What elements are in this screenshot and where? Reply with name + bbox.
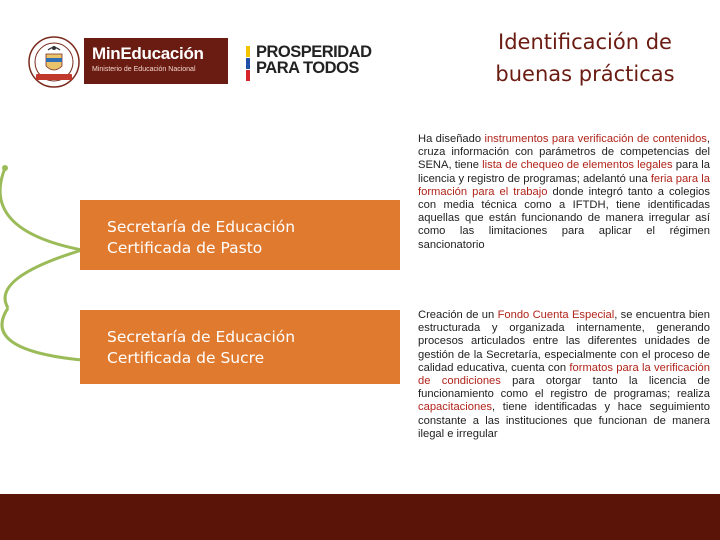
connector-arc-middle bbox=[5, 250, 82, 308]
footer-bar bbox=[0, 494, 720, 540]
description-text: Ha diseñado bbox=[418, 133, 485, 145]
campaign-text bbox=[256, 44, 372, 76]
entry-description-pasto bbox=[418, 133, 710, 252]
page-title bbox=[460, 26, 710, 90]
entry-label-line1: Secretaría de Educación bbox=[107, 218, 296, 236]
description-text: , cruza información con parámetros de competencias del SENA, tiene bbox=[418, 133, 710, 172]
flag-blue-bar bbox=[246, 58, 250, 69]
description-highlight: formatos para la verificación de condiciones bbox=[418, 361, 711, 388]
page-title-line2: buenas prácticas bbox=[495, 62, 675, 86]
entry-label-text bbox=[107, 217, 295, 259]
description-text: para otorgar tanto la licencia de funcionamiento como el registro de programas; realiza bbox=[418, 375, 710, 401]
mineducacion-logo bbox=[84, 38, 228, 84]
description-text: Creación de un bbox=[418, 309, 498, 321]
colombia-seal-logo bbox=[28, 36, 80, 88]
campaign-line1: PROSPERIDAD bbox=[256, 43, 372, 61]
connector-arc-top bbox=[0, 168, 82, 250]
connector-arcs bbox=[0, 150, 90, 410]
ministry-subtitle: Ministerio de Educación Nacional bbox=[92, 66, 196, 73]
entry-label-line2: Certificada de Pasto bbox=[107, 239, 263, 257]
connector-dot bbox=[2, 165, 8, 171]
description-text: para la licencia y registro de programas; adelantó una bbox=[418, 159, 710, 185]
flag-yellow-bar bbox=[246, 46, 250, 57]
connector-arc-bottom bbox=[2, 308, 82, 360]
description-text: donde integró tanto a colegios con media técnica como a IFTDH, tiene identificadas aquellas que están funcionando de manera irregular así como las limitaciones para aplicar el régimen sancionatorio bbox=[418, 185, 710, 251]
campaign-line2: PARA TODOS bbox=[256, 59, 359, 77]
entry-label-sucre bbox=[80, 310, 400, 384]
description-text: , se encuentra bien estructurada y organizada internamente, generando procesos articulados entre las diferentes unidades de gestión de la Secretaría, especialmente con el proceso de calidad educativa, cuenta con bbox=[418, 309, 710, 374]
page-title-line1: Identificación de bbox=[498, 30, 672, 54]
entry-label-pasto bbox=[80, 200, 400, 270]
entry-label-text bbox=[107, 327, 295, 369]
description-highlight: instrumentos para verificación de contenidos bbox=[484, 133, 707, 145]
entry-label-line2: Certificada de Sucre bbox=[107, 349, 265, 367]
description-highlight: Fondo Cuenta Especial bbox=[497, 309, 615, 321]
description-highlight: feria para la formación para el trabajo bbox=[418, 172, 710, 198]
entry-label-line1: Secretaría de Educación bbox=[107, 328, 296, 346]
description-highlight: capacitaciones bbox=[418, 401, 493, 414]
description-highlight: lista de chequeo de elementos legales bbox=[482, 159, 673, 172]
ministry-name: MinEducación bbox=[92, 44, 204, 63]
entry-description-sucre bbox=[418, 309, 710, 441]
flag-red-bar bbox=[246, 70, 250, 81]
description-text: , tiene identificadas y hace seguimiento constante a las instituciones que funcionan de manera ilegal e irregular bbox=[418, 401, 710, 440]
